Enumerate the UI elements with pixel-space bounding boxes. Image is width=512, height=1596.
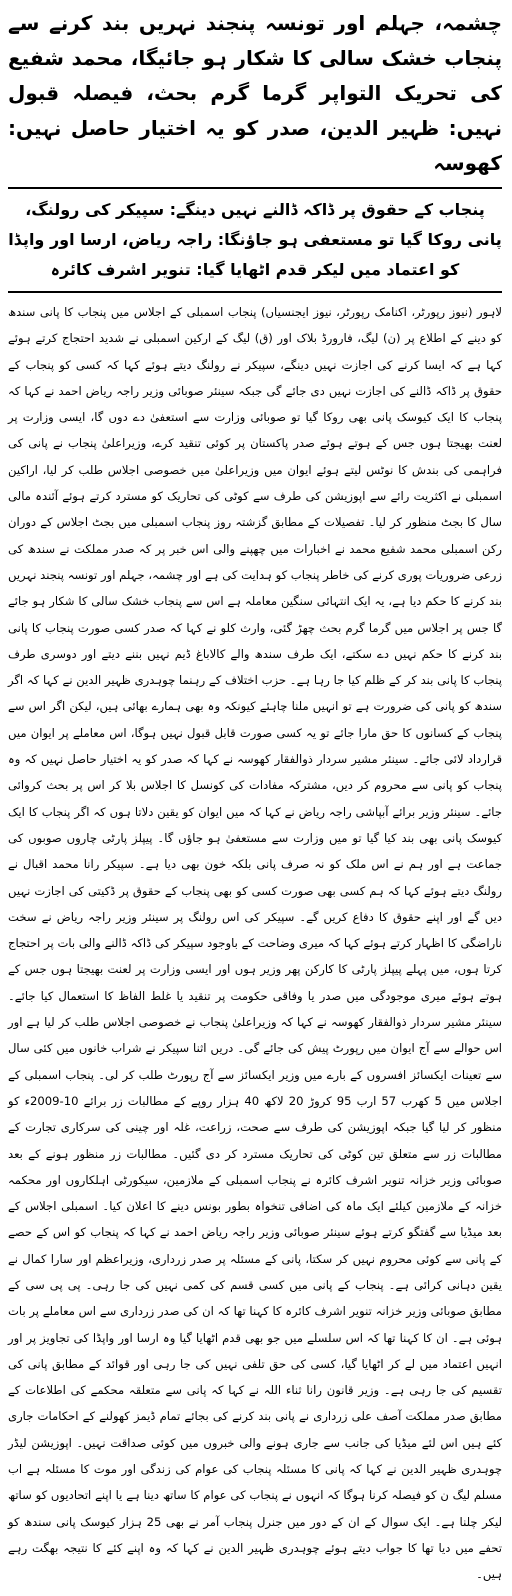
headline-divider [8,187,502,189]
article-body: لاہور (نیوز رپورٹر، اکنامک رپورٹر، نیوز ایجنسیاں) پنجاب اسمبلی کے اجلاس میں پنجاب کا پانی سندھ کو دینے کے اطلاع پر (ن) لیگ، فارورڈ بلاک اور (ق) لیگ کے ارکین اسمبلی نے شدید احتجاج کرتے ہوئے کہا ہے کہ ایسا کرنے کی اجازت نہیں دینگے، سپیکر نے رولنگ دیتے ہوئے کہا کہ کسی کو پنجاب کے حقوق پر ڈاکہ ڈالنے کی اجازت نہیں دی جائے گی جبکہ سینئر صوبائی وزیر راجہ ریاض احمد نے کہا کہ پنجاب کا ایک کیوسک پانی بھی روکا گیا تو صوبائی وزارت سے استعفیٰ دے دوں گا، ایسی وزارت پر لعنت بھیجتا ہوں جس کے ہوتے ہوئے صدر پاکستان پر کوئی تنقید کرے، وزیراعلیٰ پنجاب نے پانی کی فراہمی کی بندش کا نوٹس لیتے ہوئے ایوان میں وزیراعلیٰ میں خصوصی اجلاس طلب کر لیا، اراکین اسمبلی نے اکثریت رائے سے اپوزیشن کی طرف سے کوٹی کی تحاریک کو مسترد کرتے ہوئے آئندہ مالی سال کا بجٹ منظور کر لیا۔ تفصیلات کے مطابق گزشتہ روز پنجاب اسمبلی میں بجٹ اجلاس کے دوران رکن اسمبلی محمد شفیع محمد نے اخبارات میں چھپنے والی اس خبر پر کہ صدر مملکت نے سندھ کی زرعی ضروریات پوری کرنے کی خاطر پنجاب کو ہدایت کی ہے اور چشمہ، جہلم اور تونسہ پنجند نہریں بند کرنے کا حکم دیا ہے، یہ ایک انتہائی سنگین معاملہ ہے اس سے پنجاب خشک سالی کا شکار ہو جائے گا جس پر اجلاس میں گرما گرم بحث چھڑ گئی، وارث کلو نے کہا کہ صدر کسی صورت پنجاب کا پانی بند کرنے کا حکم نہیں دے سکتے، ایک طرف سندھ والے کالاباغ ڈیم نہیں بننے دیتے اور دوسری طرف پنجاب کا پانی بند کر کے ظلم کیا جا رہا ہے۔ حزب اختلاف کے رہنما چوہدری ظہیر الدین نے کہا کہ اگر سندھ کو پانی کی ضرورت ہے تو انہیں ملنا چاہئے کیونکہ وہ بھی ہمارے بھائی ہیں، لیکن اگر اس سے پنجاب کے کسانوں کا حق مارا جائے تو یہ کسی صورت قابل قبول نہیں ہوگا، اس معاملے پر ایوان میں قرارداد لائی جائے۔ سینئر مشیر سردار ذوالفقار کھوسہ نے کہا کہ صدر کو یہ اختیار حاصل نہیں کہ وہ پنجاب کو پانی سے محروم کر دیں، مشترکہ مفادات کی کونسل کا اجلاس بلا کر اس پر بحث کروائی جائے۔ سینئر وزیر برائے آبپاشی راجہ ریاض نے کہا کہ میں ایوان کو یقین دلاتا ہوں کہ اگر پنجاب کا ایک کیوسک پانی بھی بند کیا گیا تو میں وزارت سے مستعفیٰ ہو جاؤں گا۔ پیپلز پارٹی چاروں صوبوں کی جماعت ہے اور ہم نے اس ملک کو نہ صرف پانی بلکہ خون بھی دیا ہے۔ سپیکر رانا محمد اقبال نے رولنگ دیتے ہوئے کہا کہ ہم کسی بھی صورت کسی کو بھی پنجاب کے حقوق پر ڈکیتی کی اجازت نہیں دیں گے اور اپنے حقوق کا دفاع کریں گے۔ سپیکر کی اس رولنگ پر سینئر وزیر راجہ ریاض نے سخت ناراضگی کا اظہار کرتے ہوئے کہا کہ میری وضاحت کے باوجود سپیکر کی ڈاکہ ڈالنے والی بات پر احتجاج کرتا ہوں، میں پہلے پیپلز پارٹی کا کارکن پھر وزیر ہوں اور ایسی وزارت پر لعنت بھیجتا ہوں جس کے ہوتے ہوئے میری موجودگی میں صدر یا وفاقی حکومت پر تنقید یا غلط الفاظ کا استعمال کیا جائے۔ سینئر مشیر سردار ذوالفقار کھوسہ نے کہا کہ وزیراعلیٰ پنجاب نے خصوصی اجلاس طلب کر لیا ہے اور اس حوالے سے آج ایوان میں رپورٹ پیش کی جائے گی۔ دریں اثنا سپیکر نے شراب خانوں میں کئی سال سے تعینات ایکسائز افسروں کے بارے میں وزیر ایکسائز سے آج رپورٹ طلب کر لی۔ پنجاب اسمبلی کے اجلاس میں 5 کھرب 57 ارب 95 کروڑ 20 لاکھ 40 ہزار روپے کے مطالبات زر برائے 10-2009ء کو منظور کر لیا گیا جبکہ اپوزیشن کی طرف سے صحت، زراعت، غلہ اور چینی کی سرکاری تجارت کے مطالبات زر سے متعلق تین کوٹی کی تحاریک مسترد کر دی گئیں۔ مطالبات زر منظور ہونے کے بعد صوبائی وزیر خزانہ تنویر اشرف کائرہ نے پنجاب اسمبلی کے ملازمین، سیکورٹی اہلکاروں اور محکمہ خزانہ کے ملازمین کیلئے ایک ماہ کی اضافی تنخواہ بطور بونس دینے کا اعلان کیا۔ اسمبلی اجلاس کے بعد میڈیا سے گفتگو کرتے ہوئے سینئر صوبائی وزیر راجہ ریاض احمد نے کہا کہ پنجاب کو اس کے حصے کے پانی سے کوئی محروم نہیں کر سکتا، پانی کے مسئلہ پر صدر زرداری، وزیراعظم اور سارا کمال نے یقین دہانی کرائی ہے۔ پنجاب کے پانی میں کسی قسم کی کمی نہیں کی جا رہی۔ پی پی سی کے مطابق صوبائی وزیر خزانہ تنویر اشرف کائرہ کا کہنا تھا کہ ان کی صدر زرداری سے اس معاملے پر بات ہوئی ہے۔ ان کا کہنا تھا کہ اس سلسلے میں جو بھی قدم اٹھایا گیا وہ ارسا اور واپڈا کی تجاویز پر اور انہیں اعتماد میں لے کر اٹھایا گیا، کسی کی حق تلفی نہیں کی جا رہی اور قوائد کے مطابق پانی کی تقسیم کی جا رہی ہے۔ وزیر قانون رانا ثناء اللہ نے کہا کہ پانی سے متعلقہ محکمے کی اطلاعات کے مطابق صدر مملکت آصف علی زرداری نے پانی بند کرنے کی بجائے تمام ڈیمز کھولنے کے احکامات جاری کئے ہیں اس لئے میڈیا کی جانب سے جاری ہونے والی خبروں میں کوئی صداقت نہیں۔ اپوزیشن لیڈر چوہدری ظہیر الدین نے کہا کہ پانی کا مسئلہ پنجاب کی عوام کی زندگی اور موت کا مسئلہ ہے اب مسلم لیگ ن کو فیصلہ کرنا ہوگا کہ انہوں نے پنجاب کی عوام کا ساتھ دینا ہے یا اپنے اتحادیوں کو ساتھ لیکر چلنا ہے۔ ایک سوال کے ان کے دور میں جنرل پنجاب آمر نے بھی 25 ہزار کیوسک پانی سندھ کو تحفے میں دیا تھا کا جواب دیتے ہوئے چوہدری ظہیر الدین نے کہا کہ وہ اپنے کئے کا نتیجہ بھگت رہے ہیں۔ [8,305,502,1582]
article-subheadline: پنجاب کے حقوق پر ڈاکہ ڈالنے نہیں دینگے: سپیکر کی رولنگ، پانی روکا گیا تو مستعفی ہو جاؤنگا: راجہ ریاض، ارسا اور واپڈا کو اعتماد میں لیکر قدم اٹھایا گیا: تنویر اشرف کائرہ [8,200,502,279]
subheadline-divider [8,291,502,293]
article-headline: چشمہ، جہلم اور تونسہ پنجند نہریں بند کرنے سے پنجاب خشک سالی کا شکار ہو جائیگا، محمد شفیع کی تحریک التواپر گرما گرم بحث، فیصلہ قبول نہیں: ظہیر الدین، صدر کو یہ اختیار حاصل نہیں: کھوسہ [8,11,502,175]
